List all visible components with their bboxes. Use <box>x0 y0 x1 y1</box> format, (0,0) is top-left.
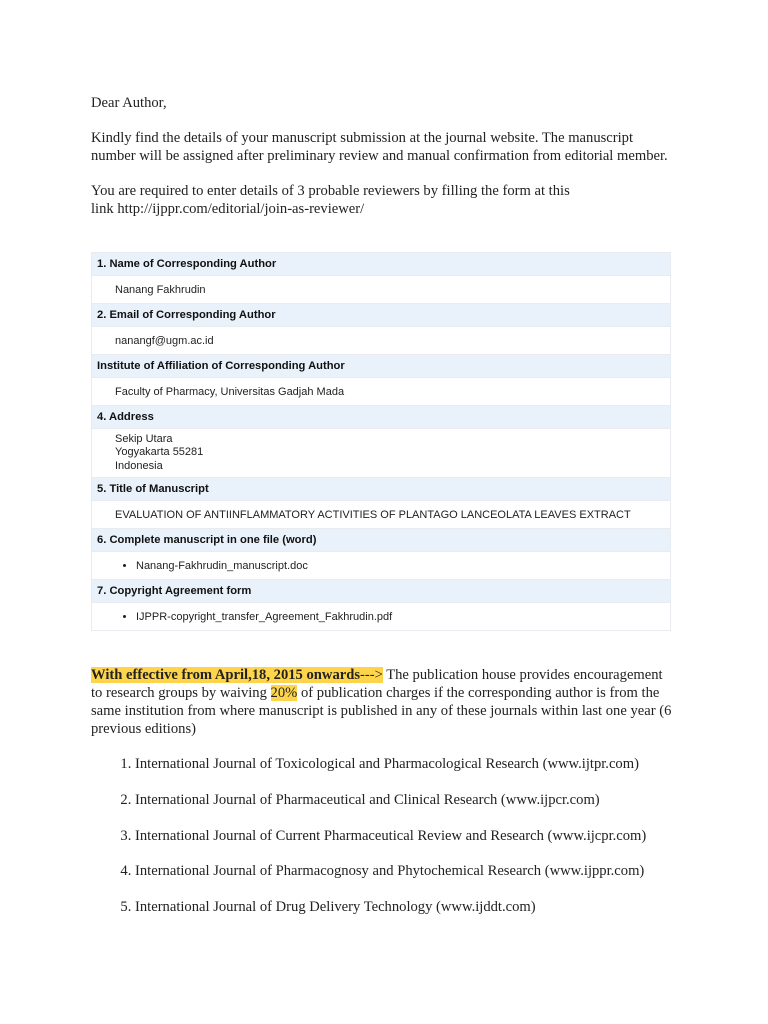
promo-text: of publication charges if the corresponding author is from the same institution from where manuscript is published in any of these journals within last one year (6 previous editions) <box>91 685 672 737</box>
journal-item: 5. International Journal of Drug Delivery Technology (www.ijddt.com) <box>135 898 735 934</box>
promo-date: With effective from April,18, 2015 onwards <box>91 667 361 683</box>
field-value-address <box>92 429 671 478</box>
promo-paragraph <box>91 666 676 738</box>
field-header-name: 1. Name of Corresponding Author <box>92 253 671 276</box>
reviewer-text: You are required to enter details of 3 probable reviewers by filling the form at this <box>91 183 570 199</box>
journal-item: 4. International Journal of Pharmacognosy and Phytochemical Research (www.ijppr.com) <box>135 862 735 898</box>
manuscript-file-link[interactable]: • Nanang-Fakhrudin_manuscript.doc <box>136 560 670 572</box>
letter-body <box>91 94 681 218</box>
address-line: Indonesia <box>115 459 163 472</box>
journal-item: 1. International Journal of Toxicological and Pharmacological Research (www.ijtpr.com) <box>135 755 735 791</box>
reviewer-paragraph <box>91 182 681 218</box>
copyright-file-link[interactable]: • IJPPR-copyright_transfer_Agreement_Fakhrudin.pdf <box>136 611 670 623</box>
field-header-institute: Institute of Affiliation of Corresponding Author <box>92 355 671 378</box>
address-line: Yogyakarta 55281 <box>115 446 204 459</box>
submission-details-table <box>91 252 671 631</box>
reviewer-link[interactable]: link http://ijppr.com/editorial/join-as-reviewer/ <box>91 201 365 217</box>
promo-text: The publication house provides encouragement to research groups by waiving <box>91 667 663 701</box>
field-header-manuscript-file: 6. Complete manuscript in one file (word) <box>92 529 671 552</box>
field-value-title: EVALUATION OF ANTIINFLAMMATORY ACTIVITIES OF PLANTAGO LANCEOLATA LEAVES EXTRACT <box>92 501 671 529</box>
field-header-title: 5. Title of Manuscript <box>92 478 671 501</box>
greeting: Dear Author, <box>91 95 167 111</box>
promo-highlight <box>91 667 383 683</box>
journal-list <box>91 755 735 934</box>
field-header-address: 4. Address <box>92 406 671 429</box>
address-line: Sekip Utara <box>115 432 173 445</box>
field-value-manuscript-file <box>92 552 671 580</box>
field-header-email: 2. Email of Corresponding Author <box>92 304 671 327</box>
journal-item: 3. International Journal of Current Pharmaceutical Review and Research (www.ijcpr.com) <box>135 827 735 863</box>
intro-paragraph: Kindly find the details of your manuscript submission at the journal website. The manuscript number will be assigned after preliminary review and manual confirmation from editorial member. <box>91 130 668 164</box>
journal-item: 2. International Journal of Pharmaceutical and Clinical Research (www.ijpcr.com) <box>135 791 735 827</box>
field-value-name: Nanang Fakhrudin <box>92 276 671 304</box>
promo-percent: 20% <box>270 685 298 701</box>
field-value-institute: Faculty of Pharmacy, Universitas Gadjah Mada <box>92 378 671 406</box>
field-value-copyright <box>92 603 671 631</box>
field-header-copyright: 7. Copyright Agreement form <box>92 580 671 603</box>
field-value-email: nanangf@ugm.ac.id <box>92 327 671 355</box>
promo-arrow: ---> <box>360 667 383 683</box>
